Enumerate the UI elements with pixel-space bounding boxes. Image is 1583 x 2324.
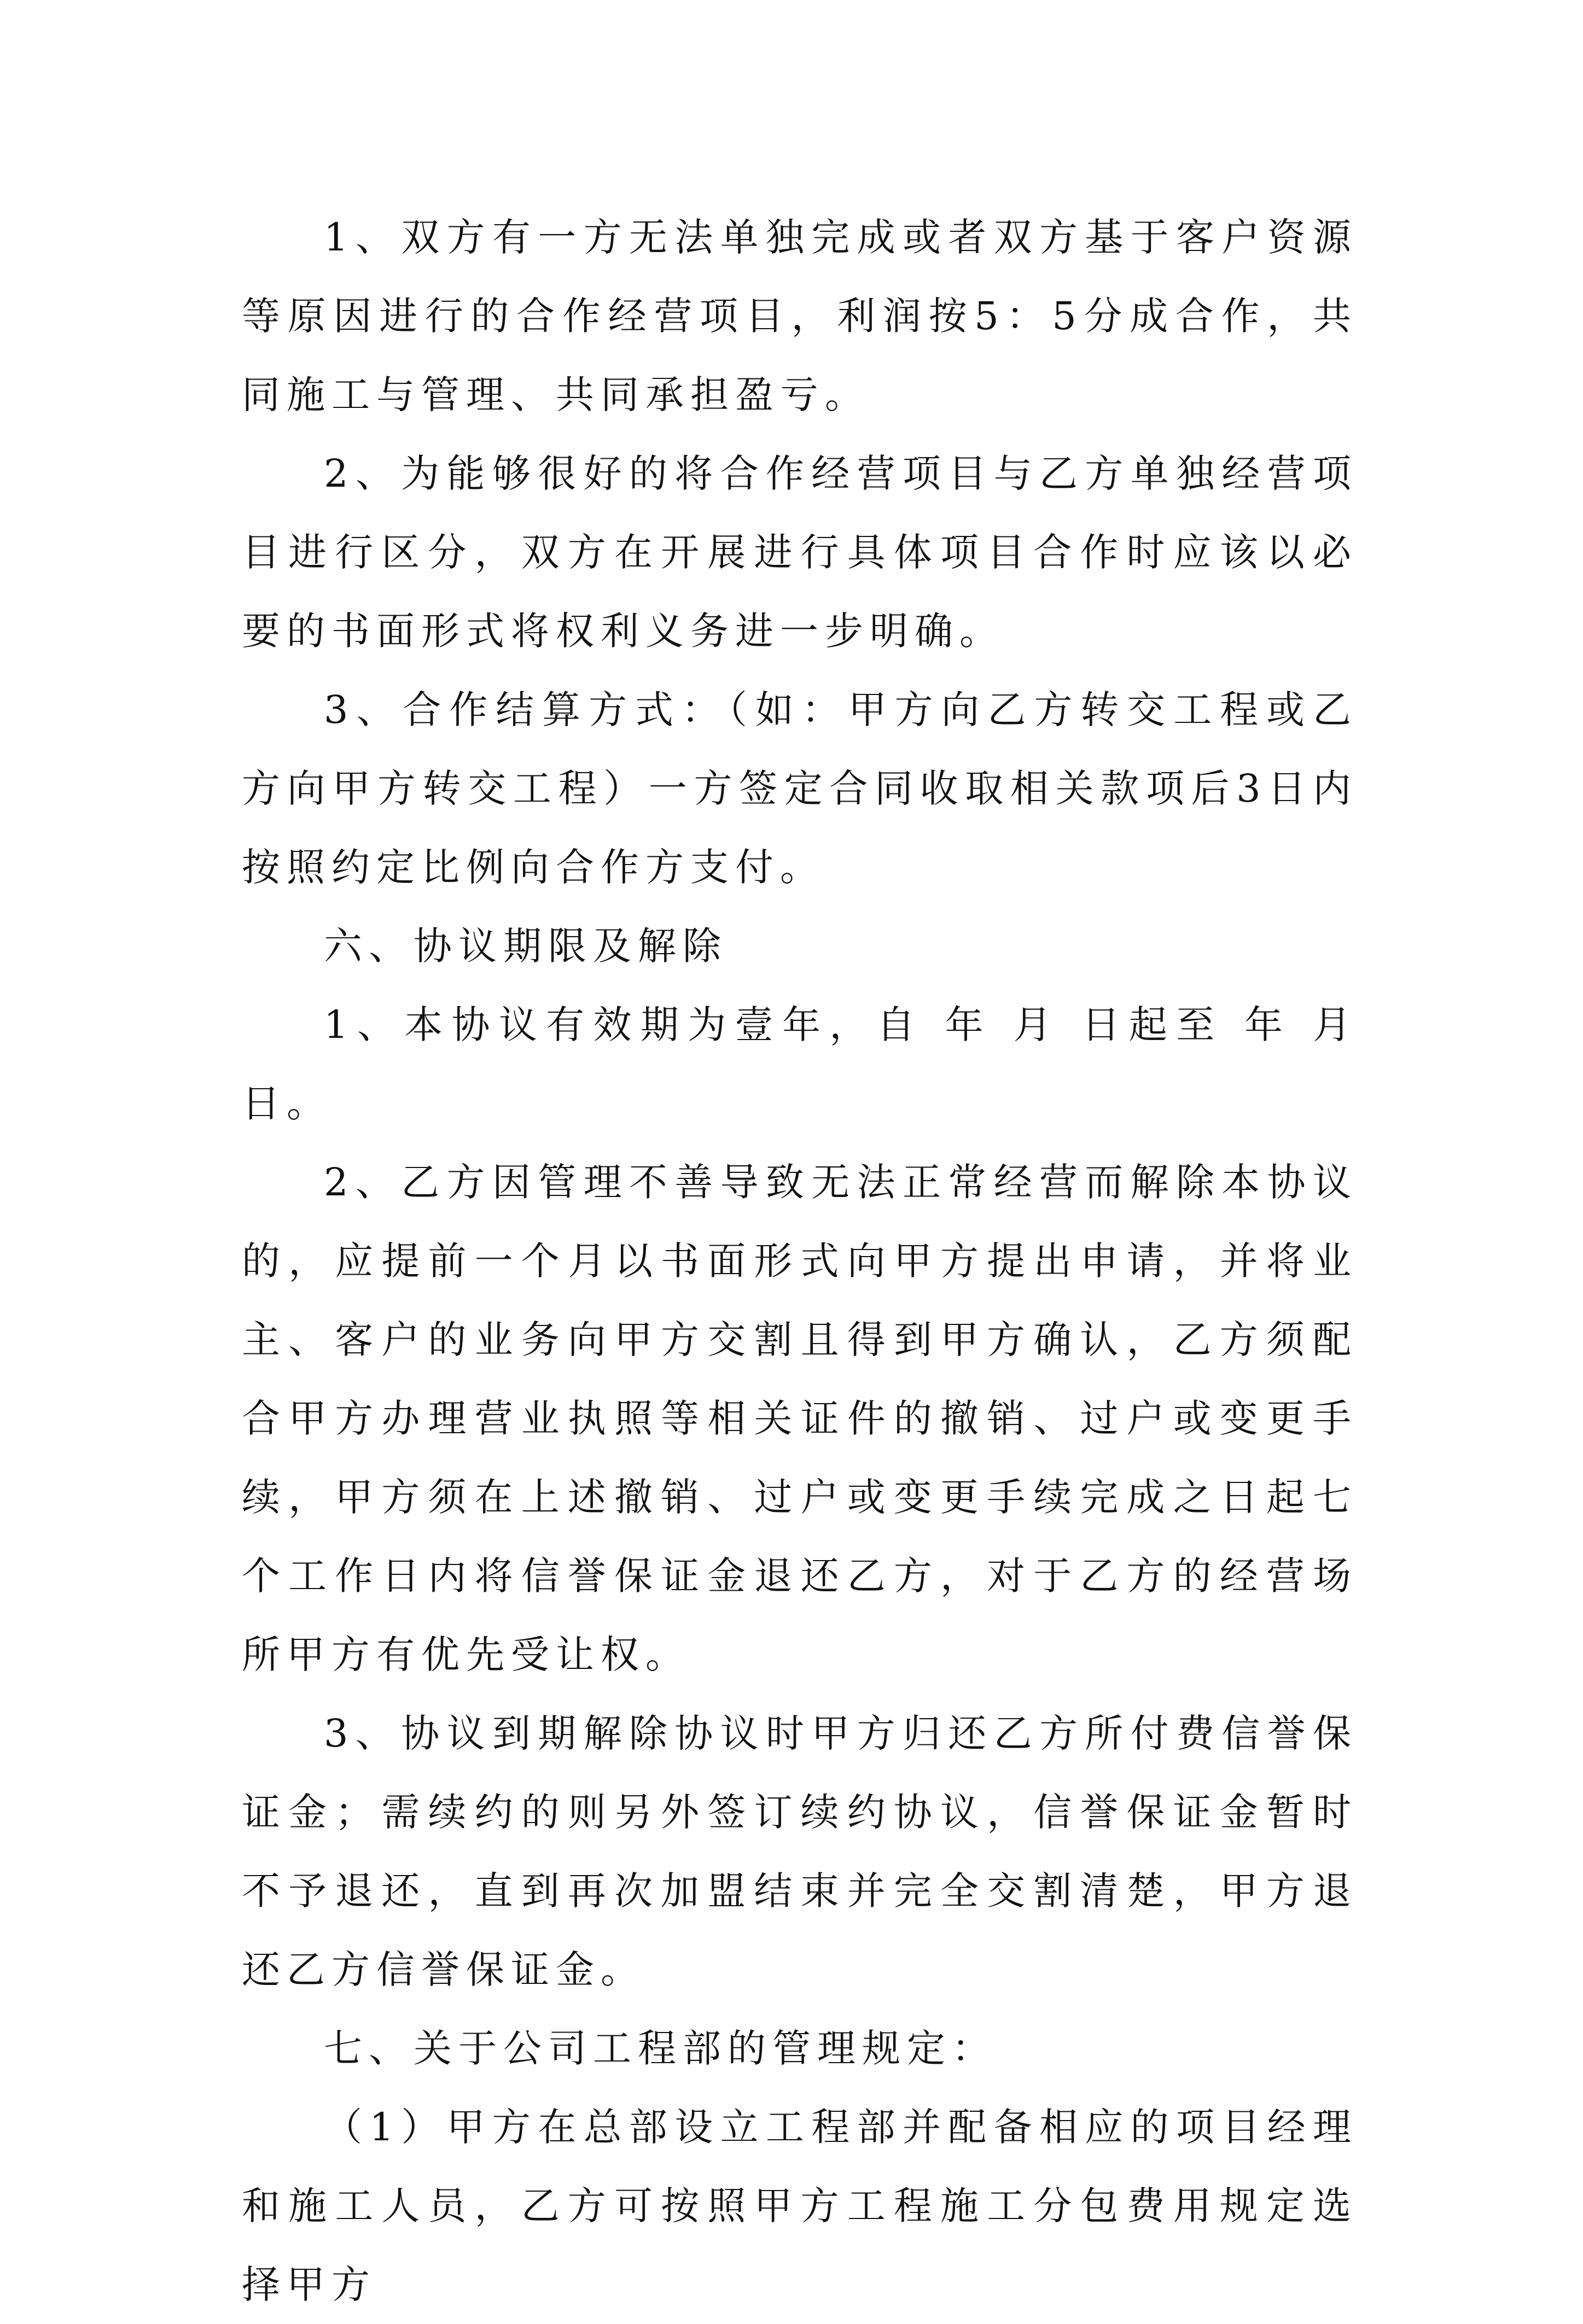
paragraph-engineering-dept-setup: （1）甲方在总部设立工程部并配备相应的项目经理和施工人员，乙方可按照甲方工程施工分包费用规定选择甲方 — [242, 2105, 1358, 2307]
document-body — [242, 198, 1358, 2324]
paragraph-validity-period: 1、本协议有效期为壹年，自 年 月 日起至 年 月 日。 — [242, 1002, 1358, 1126]
paragraph-project-distinction: 2、为能够很好的将合作经营项目与乙方单独经营项目进行区分，双方在开展进行具体项目合作时应该以必要的书面形式将权利义务进一步明确。 — [242, 451, 1358, 653]
paragraph-deposit-return: 3、协议到期解除协议时甲方归还乙方所付费信誉保证金；需续约的则另外签订续约协议，信誉保证金暂时不予退还，直到再次加盟结束并完全交割清楚，甲方退还乙方信誉保证金。 — [242, 1711, 1358, 1992]
section-heading-term-termination: 六、协议期限及解除 — [324, 924, 728, 968]
paragraph-profit-sharing: 1、双方有一方无法单独完成或者双方基于客户资源等原因进行的合作经营项目，利润按5：5分成合作，共同施工与管理、共同承担盈亏。 — [242, 215, 1358, 417]
section-heading-engineering-dept: 七、关于公司工程部的管理规定： — [324, 2026, 997, 2071]
paragraph-settlement-method: 3、合作结算方式：（如：甲方向乙方转交工程或乙方向甲方转交工程）一方签定合同收取相关款项后3日内按照约定比例向合作方支付。 — [242, 687, 1358, 890]
paragraph-termination-procedure: 2、乙方因管理不善导致无法正常经营而解除本协议的，应提前一个月以书面形式向甲方提出申请，并将业主、客户的业务向甲方交割且得到甲方确认，乙方须配合甲方办理营业执照等相关证件的撤销、过户或变更手续，甲方须在上述撤销、过户或变更手续完成之日起七个工作日内将信誉保证金退还乙方，对于乙方的经营场所甲方有优先受让权。 — [242, 1160, 1358, 1677]
